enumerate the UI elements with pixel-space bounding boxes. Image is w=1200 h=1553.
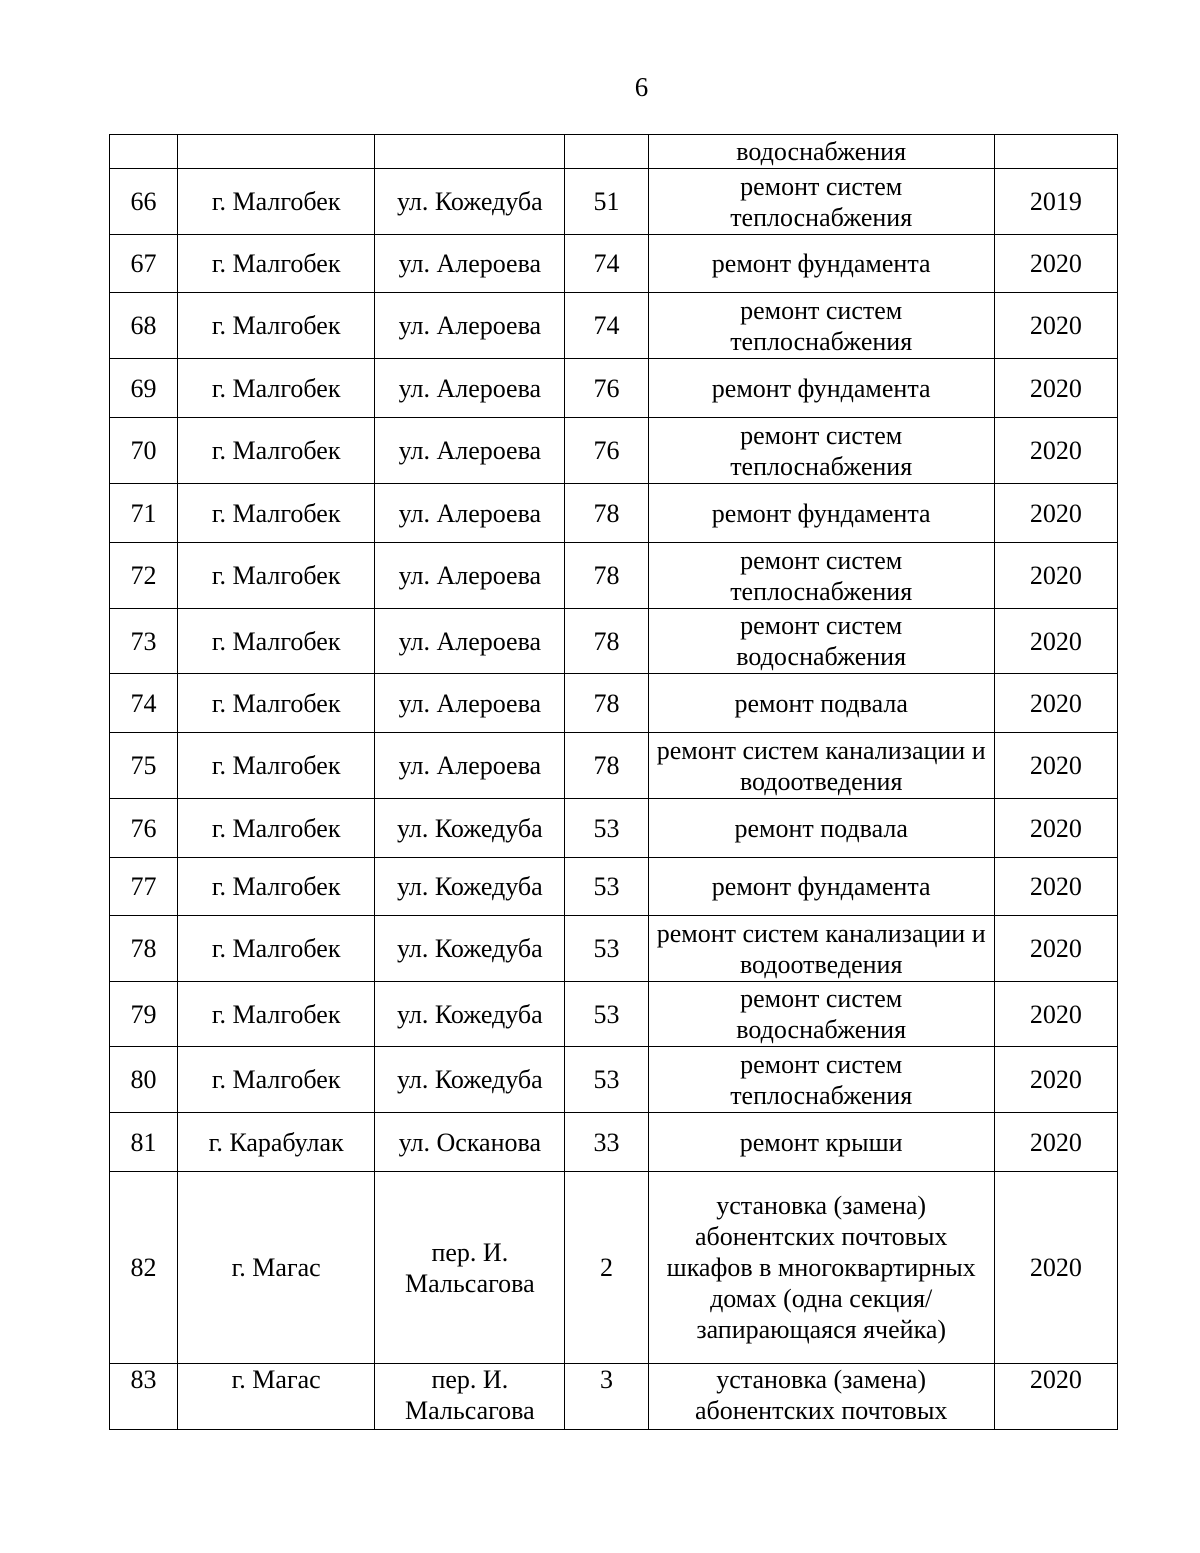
page-number: 6 xyxy=(634,72,649,102)
cell-work: установка (замена) абонентских почтовых xyxy=(648,1364,994,1430)
cell-work: ремонт систем водоснабжения xyxy=(648,609,994,674)
cell-year: 2020 xyxy=(994,1047,1117,1113)
cell-year: 2020 xyxy=(994,1172,1117,1364)
cell-street: ул. Алероева xyxy=(375,609,565,674)
cell-work: ремонт подвала xyxy=(648,674,994,733)
cell-house: 78 xyxy=(565,543,648,609)
cell-city: г. Магас xyxy=(178,1172,375,1364)
cell-city: г. Малгобек xyxy=(178,169,375,235)
table-row xyxy=(110,799,1118,858)
cell-num: 74 xyxy=(110,674,178,733)
cell-num: 78 xyxy=(110,916,178,982)
cell-house: 53 xyxy=(565,916,648,982)
table-row xyxy=(110,982,1118,1047)
cell-city: г. Малгобек xyxy=(178,858,375,916)
cell-year: 2020 xyxy=(994,609,1117,674)
cell-house: 76 xyxy=(565,359,648,418)
cell-street: ул. Кожедуба xyxy=(375,916,565,982)
cell-num: 76 xyxy=(110,799,178,858)
repair-schedule-table xyxy=(109,134,1118,1430)
table-row xyxy=(110,359,1118,418)
table-row xyxy=(110,169,1118,235)
cell-work: ремонт подвала xyxy=(648,799,994,858)
cell-year: 2020 xyxy=(994,858,1117,916)
cell-city: г. Малгобек xyxy=(178,484,375,543)
cell-num: 77 xyxy=(110,858,178,916)
cell-house: 51 xyxy=(565,169,648,235)
cell-street: ул. Алероева xyxy=(375,418,565,484)
cell-num: 70 xyxy=(110,418,178,484)
cell-street: ул. Осканова xyxy=(375,1113,565,1172)
cell-house: 33 xyxy=(565,1113,648,1172)
table-row xyxy=(110,293,1118,359)
cell-work: водоснабжения xyxy=(648,135,994,169)
cell-house xyxy=(565,135,648,169)
cell-street: ул. Алероева xyxy=(375,733,565,799)
cell-num: 69 xyxy=(110,359,178,418)
cell-num: 75 xyxy=(110,733,178,799)
cell-year xyxy=(994,135,1117,169)
cell-year: 2020 xyxy=(994,916,1117,982)
cell-work: установка (замена) абонентских почтовых шкафов в многоквартирных домах (одна секция/запирающаяся ячейка) xyxy=(648,1172,994,1364)
cell-street: ул. Алероева xyxy=(375,235,565,293)
cell-year: 2020 xyxy=(994,293,1117,359)
table-row xyxy=(110,674,1118,733)
cell-year: 2020 xyxy=(994,543,1117,609)
cell-work: ремонт систем теплоснабжения xyxy=(648,418,994,484)
table-body xyxy=(110,135,1118,1430)
table-row xyxy=(110,916,1118,982)
cell-year: 2020 xyxy=(994,1364,1117,1430)
cell-num: 79 xyxy=(110,982,178,1047)
cell-year: 2020 xyxy=(994,418,1117,484)
cell-year: 2020 xyxy=(994,359,1117,418)
cell-street xyxy=(375,135,565,169)
cell-work: ремонт фундамента xyxy=(648,359,994,418)
cell-work: ремонт систем теплоснабжения xyxy=(648,1047,994,1113)
cell-num: 82 xyxy=(110,1172,178,1364)
cell-house: 78 xyxy=(565,609,648,674)
cell-house: 53 xyxy=(565,982,648,1047)
cell-year: 2020 xyxy=(994,1113,1117,1172)
cell-work: ремонт крыши xyxy=(648,1113,994,1172)
cell-street: ул. Кожедуба xyxy=(375,858,565,916)
cell-house: 78 xyxy=(565,733,648,799)
cell-city: г. Малгобек xyxy=(178,418,375,484)
cell-city: г. Малгобек xyxy=(178,609,375,674)
table-row xyxy=(110,1113,1118,1172)
cell-year: 2020 xyxy=(994,235,1117,293)
cell-city: г. Малгобек xyxy=(178,1047,375,1113)
cell-city: г. Малгобек xyxy=(178,543,375,609)
cell-work: ремонт систем водоснабжения xyxy=(648,982,994,1047)
table-row xyxy=(110,235,1118,293)
cell-city: г. Малгобек xyxy=(178,916,375,982)
table-row xyxy=(110,484,1118,543)
cell-work: ремонт систем канализации и водоотведения xyxy=(648,916,994,982)
cell-street: ул. Алероева xyxy=(375,674,565,733)
cell-house: 53 xyxy=(565,858,648,916)
cell-work: ремонт систем теплоснабжения xyxy=(648,169,994,235)
cell-street: ул. Кожедуба xyxy=(375,169,565,235)
cell-num: 83 xyxy=(110,1364,178,1430)
cell-num: 81 xyxy=(110,1113,178,1172)
cell-work: ремонт систем теплоснабжения xyxy=(648,543,994,609)
cell-city: г. Малгобек xyxy=(178,733,375,799)
cell-street: пер. И. Мальсагова xyxy=(375,1172,565,1364)
cell-house: 74 xyxy=(565,293,648,359)
cell-num: 71 xyxy=(110,484,178,543)
cell-work: ремонт систем теплоснабжения xyxy=(648,293,994,359)
table-row xyxy=(110,733,1118,799)
cell-city: г. Малгобек xyxy=(178,799,375,858)
cell-num: 72 xyxy=(110,543,178,609)
cell-city xyxy=(178,135,375,169)
cell-work: ремонт фундамента xyxy=(648,858,994,916)
cell-street: ул. Кожедуба xyxy=(375,982,565,1047)
cell-city: г. Малгобек xyxy=(178,293,375,359)
cell-house: 76 xyxy=(565,418,648,484)
cell-street: ул. Алероева xyxy=(375,484,565,543)
cell-city: г. Малгобек xyxy=(178,359,375,418)
cell-work: ремонт фундамента xyxy=(648,484,994,543)
cell-house: 78 xyxy=(565,484,648,543)
cell-num: 67 xyxy=(110,235,178,293)
cell-house: 78 xyxy=(565,674,648,733)
table-row xyxy=(110,1047,1118,1113)
cell-house: 74 xyxy=(565,235,648,293)
cell-street: ул. Кожедуба xyxy=(375,799,565,858)
cell-year: 2019 xyxy=(994,169,1117,235)
cell-city: г. Карабулак xyxy=(178,1113,375,1172)
table-row xyxy=(110,418,1118,484)
cell-year: 2020 xyxy=(994,733,1117,799)
table-row xyxy=(110,609,1118,674)
table-row xyxy=(110,543,1118,609)
cell-city: г. Малгобек xyxy=(178,674,375,733)
cell-work: ремонт фундамента xyxy=(648,235,994,293)
cell-house: 2 xyxy=(565,1172,648,1364)
cell-street: ул. Алероева xyxy=(375,359,565,418)
cell-street: ул. Алероева xyxy=(375,293,565,359)
cell-city: г. Магас xyxy=(178,1364,375,1430)
cell-house: 53 xyxy=(565,1047,648,1113)
cell-year: 2020 xyxy=(994,799,1117,858)
cell-num: 80 xyxy=(110,1047,178,1113)
cell-city: г. Малгобек xyxy=(178,235,375,293)
cell-num: 73 xyxy=(110,609,178,674)
cell-work: ремонт систем канализации и водоотведения xyxy=(648,733,994,799)
table-row xyxy=(110,858,1118,916)
table-row-continuation xyxy=(110,135,1118,169)
cell-num: 68 xyxy=(110,293,178,359)
table-row xyxy=(110,1172,1118,1364)
cell-street: пер. И. Мальсагова xyxy=(375,1364,565,1430)
cell-city: г. Малгобек xyxy=(178,982,375,1047)
cell-num xyxy=(110,135,178,169)
cell-year: 2020 xyxy=(994,982,1117,1047)
cell-year: 2020 xyxy=(994,674,1117,733)
cell-num: 66 xyxy=(110,169,178,235)
cell-year: 2020 xyxy=(994,484,1117,543)
table-row xyxy=(110,1364,1118,1430)
cell-street: ул. Алероева xyxy=(375,543,565,609)
cell-house: 53 xyxy=(565,799,648,858)
cell-street: ул. Кожедуба xyxy=(375,1047,565,1113)
cell-house: 3 xyxy=(565,1364,648,1430)
